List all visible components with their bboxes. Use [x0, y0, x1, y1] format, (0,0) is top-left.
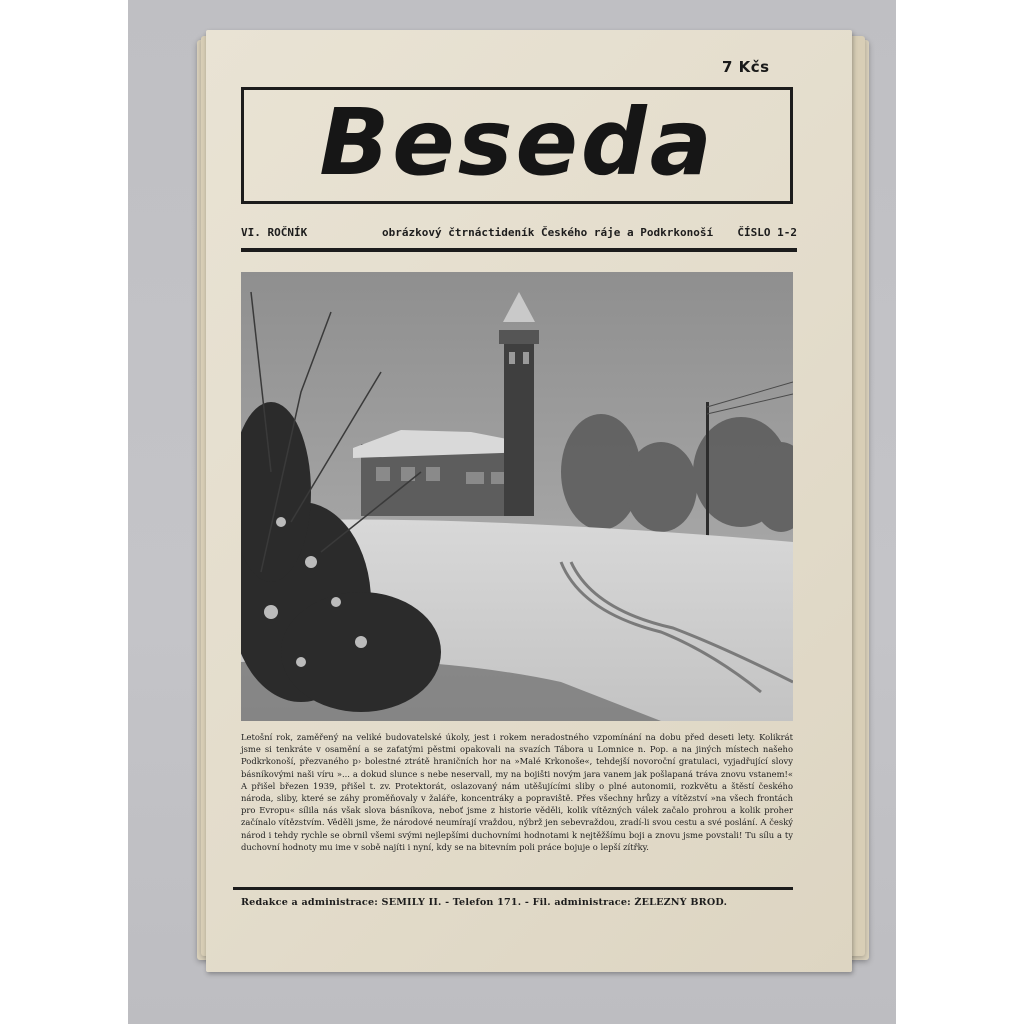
winter-tower-photo: [241, 272, 793, 721]
masthead-box: [241, 87, 793, 204]
header-rule: [241, 248, 797, 252]
price-label: 7 Kčs: [722, 58, 770, 76]
cover-photo: [241, 272, 793, 721]
issue-info-line: [241, 226, 797, 242]
publisher-footer: Redakce a administrace: SEMILY II. - Telefon 171. - Fil. administrace: ŽELEZNÝ BROD.: [241, 897, 728, 908]
magazine-title: Beseda: [319, 88, 715, 196]
issue-number: ČÍSLO 1-2: [737, 226, 797, 239]
article-body: Letošní rok, zaměřený na veliké budovatelské úkoly, jest i rokem neradostného vzpomínání na dobu před deseti lety. Kolikrát jsme si tenkráte v osamění a se zaťatými pěstmi opakovali na svazích Tábora u Lomnice n. Pop. a na jiných místech našeho Podkrkonoší, přezvaného p› bolestné ztrátě hraničních hor na »Malé Krkonoše«, tehdejší novoroční gratulaci, vyjadřující slovy básníkovými naši víru »... a dokud slunce s nebe neservall, my na bojišti novým jara vanem jak pošlapaná tráva znovu vstanem!« A přišel březen 1939, přišel t. zv. Protektorát, oslazovaný nám utěšujícími sliby o plné autonomii, rozkvětu a štěstí českého národa, sliby, které se záhy proměňovaly v žaláře, koncentráky a popraviště. Přes všechny hrůzy a vítězství »na všech frontách pro Evropu« sílila nás však slova básníkova, neboť jsme z historie věděli, kolik vítězných válek začalo prohrou a kolik proher začínalo vítězstvím. Věděli jsme, že národové neumírají vraždou, nýbrž jen sebevraždou, zradí-li svou cestu a své poslání. A český národ i tehdy rychle se obrnil všemi svými nejlepšími duchovními hodnotami k nejtěžšímu boji a znovu jsme povstali! Tu sílu a ty duchovní hodnoty mu ime v sobě najíti i nyní, kdy se na bitevním poli práce bojuje o lepší zítřky.: [241, 732, 793, 852]
footer-rule: [233, 887, 793, 890]
magazine-subtitle: obrázkový čtrnáctideník Českého ráje a Podkrkonoší: [382, 226, 714, 239]
volume-label: VI. ROČNÍK: [241, 226, 308, 239]
